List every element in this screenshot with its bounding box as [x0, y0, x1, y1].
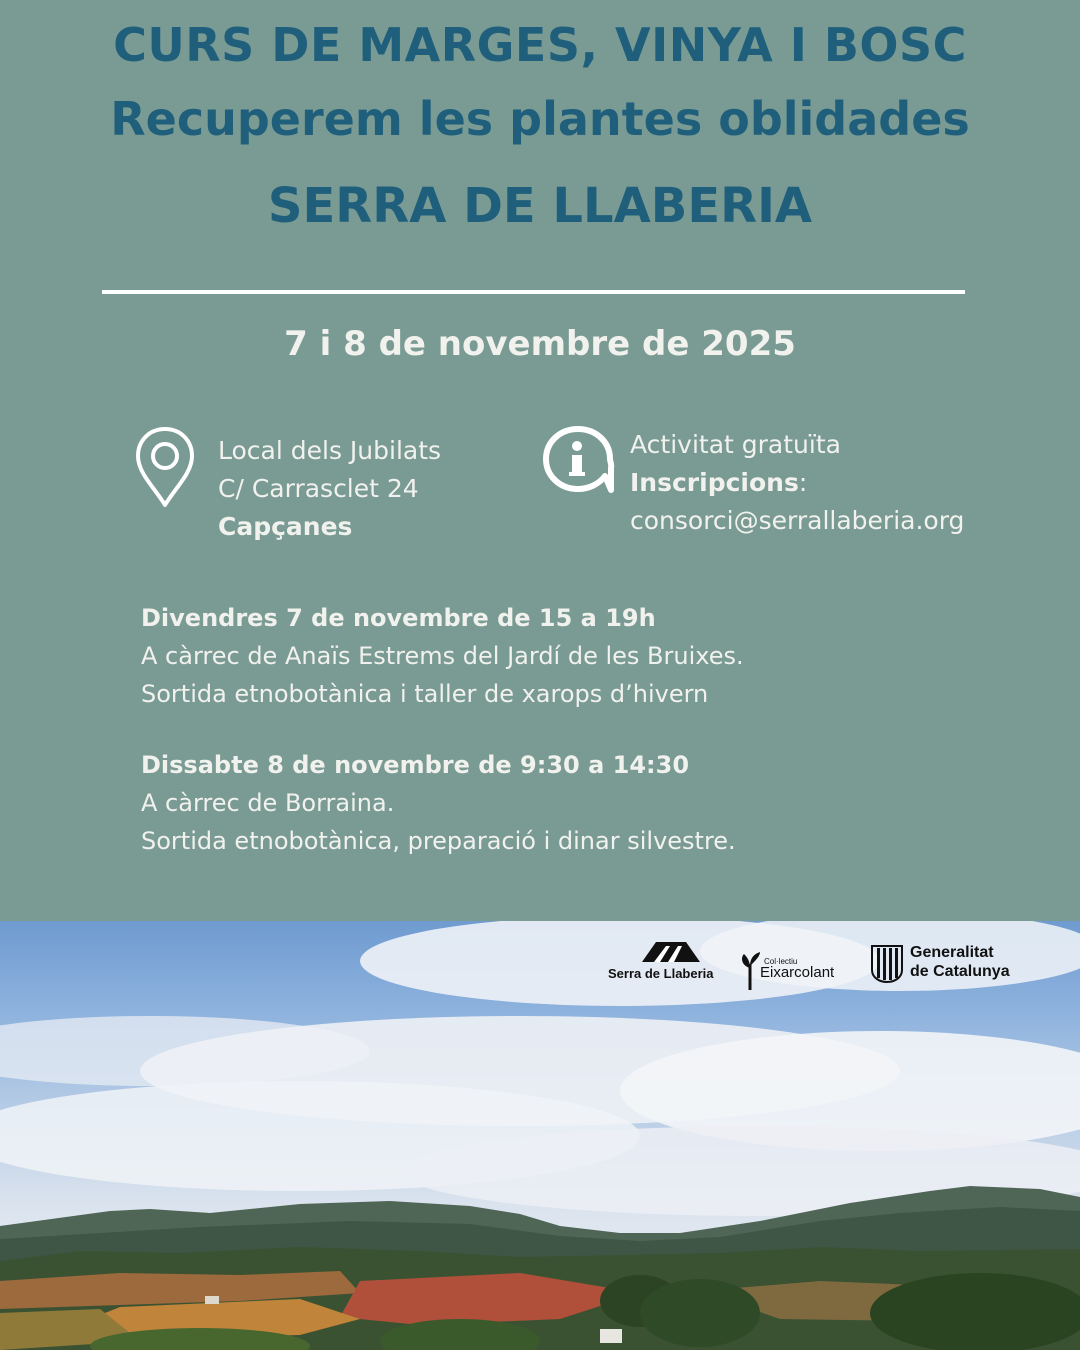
activity-block [630, 426, 964, 540]
generalitat-logo-line2: de Catalunya [910, 963, 1010, 980]
event-date: 7 i 8 de novembre de 2025 [284, 324, 796, 364]
venue-town: Capçanes [218, 512, 353, 541]
venue-address: C/ Carrasclet 24 [218, 474, 419, 503]
sponsor-logos [600, 938, 1040, 998]
schedule-day-1-activity: Sortida etnobotànica i taller de xarops d’hivern [141, 680, 709, 708]
venue-block [218, 432, 441, 546]
schedule-day-2 [141, 746, 736, 860]
serra-logo-text: Serra de Llaberia [608, 966, 714, 981]
schedule-day-1-heading: Divendres 7 de novembre de 15 a 19h [141, 604, 656, 632]
generalitat-logo-line1: Generalitat [910, 944, 994, 961]
schedule-day-2-host: A càrrec de Borraina. [141, 789, 395, 817]
schedule-day-1 [141, 599, 744, 713]
location-pin-icon [134, 425, 196, 509]
schedule-day-2-activity: Sortida etnobotànica, preparació i dinar silvestre. [141, 827, 736, 855]
info-icon [541, 424, 615, 496]
venue-name: Local dels Jubilats [218, 436, 442, 465]
schedule-day-2-heading: Dissabte 8 de novembre de 9:30 a 14:30 [141, 751, 690, 779]
registration-email[interactable]: consorci@serrallaberia.org [630, 506, 965, 535]
course-subtitle: Recuperem les plantes oblidades [110, 92, 970, 146]
divider [102, 290, 965, 294]
schedule-day-1-host: A càrrec de Anaïs Estrems del Jardí de les Bruixes. [141, 642, 744, 670]
activity-free: Activitat gratuïta [630, 430, 841, 459]
location-title: SERRA DE LLABERIA [267, 178, 813, 234]
registration-colon: : [798, 468, 808, 497]
eixarcolant-small-text: Col·lectiu [764, 957, 798, 966]
eixarcolant-logo-text: Eixarcolant [760, 964, 835, 981]
registration-label: Inscripcions [630, 468, 799, 497]
registration-line [630, 464, 964, 502]
course-title: CURS DE MARGES, VINYA I BOSC [113, 18, 967, 72]
